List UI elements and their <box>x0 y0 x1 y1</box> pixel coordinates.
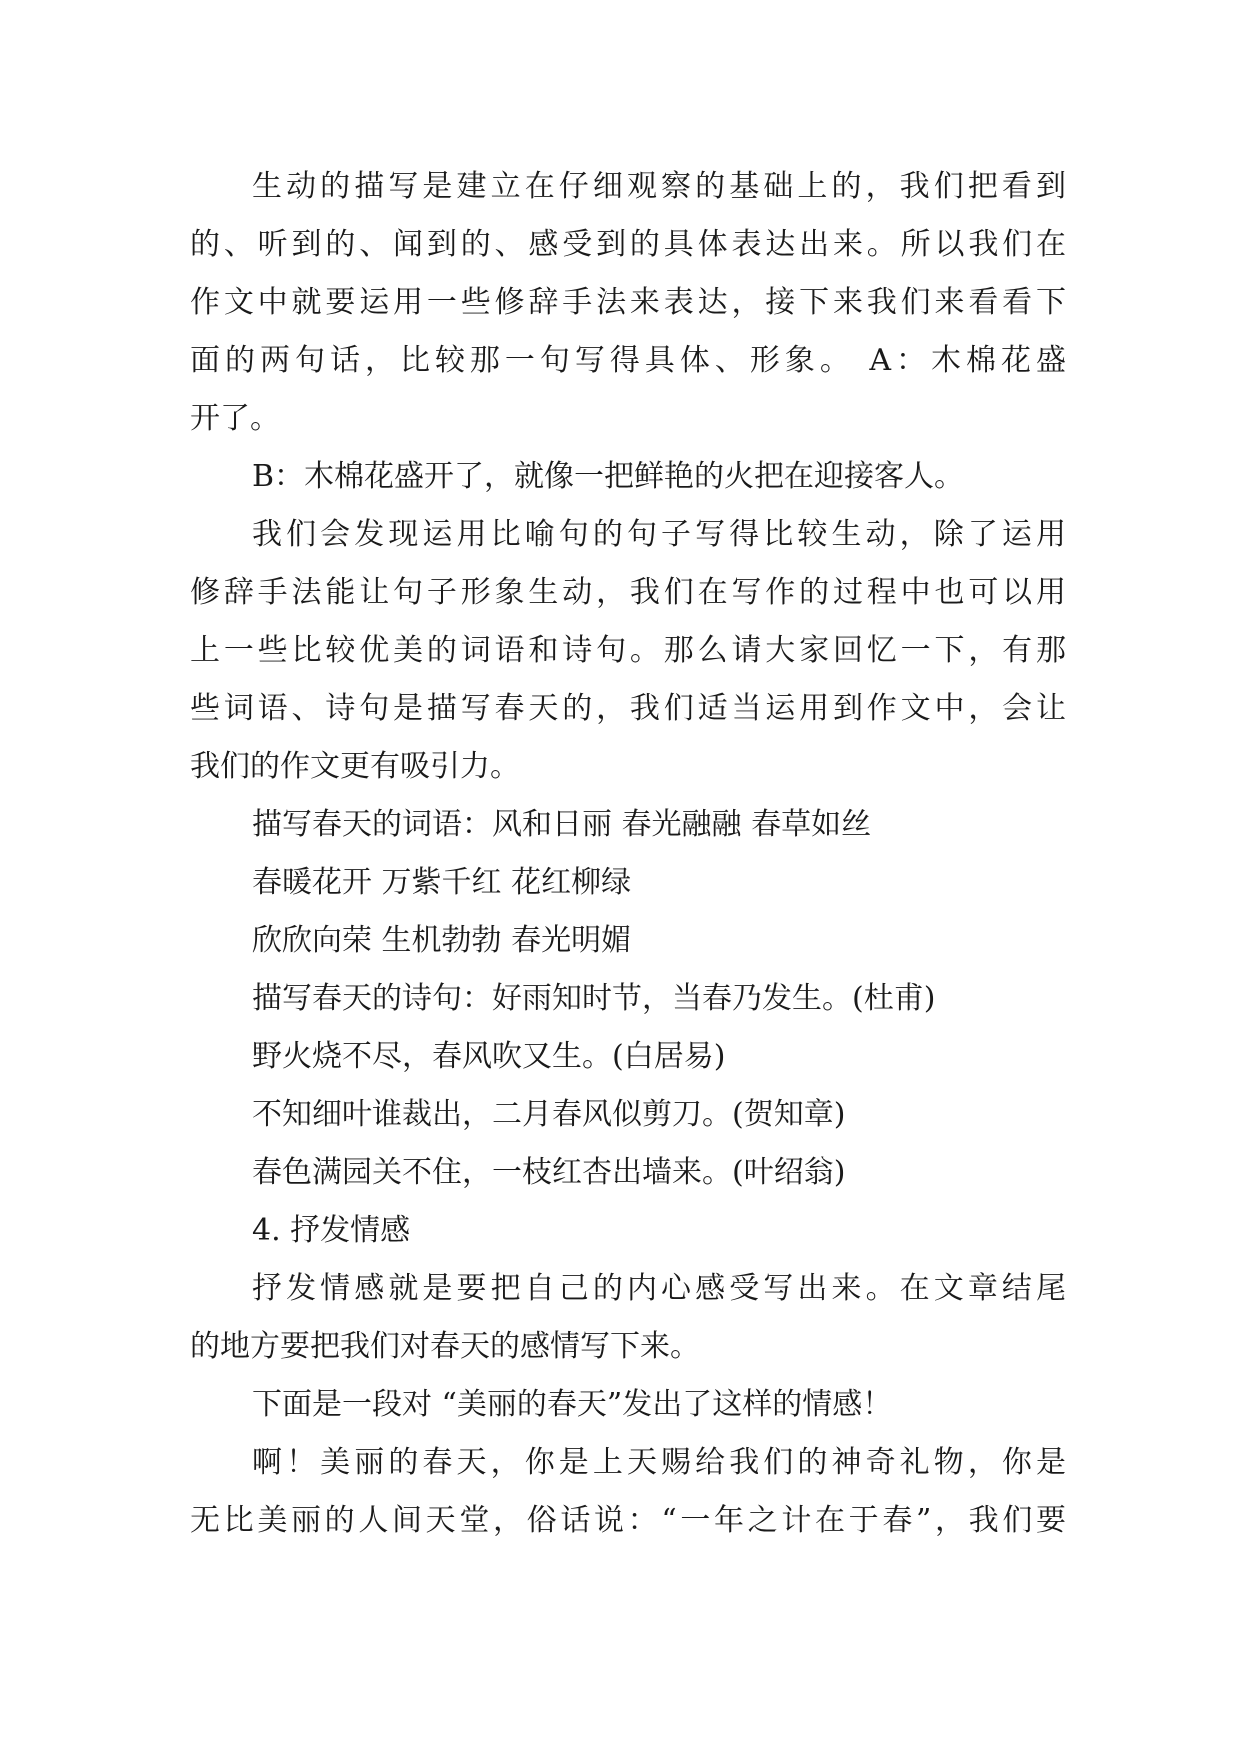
text-line: 的地方要把我们对春天的感情写下来。 <box>190 1329 700 1364</box>
text-line: 修辞手法能让句子形象生动，我们在写作的过程中也可以用 <box>190 575 1066 610</box>
text-line: 抒发情感就是要把自己的内心感受写出来。在文章结尾 <box>252 1271 1066 1306</box>
text-line: B：木棉花盛开了，就像一把鲜艳的火把在迎接客人。 <box>252 459 965 494</box>
text-line: 下面是一段对 “美丽的春天”发出了这样的情感！ <box>252 1387 893 1422</box>
body-text <box>190 158 1066 1550</box>
text-line: 无比美丽的人间天堂，俗话说：“一年之计在于春”，我们要 <box>190 1503 1066 1538</box>
section-heading: 4. 抒发情感 <box>252 1213 411 1248</box>
text-line: 作文中就要运用一些修辞手法来表达，接下来我们来看看下 <box>190 285 1066 320</box>
text-line: 开了。 <box>190 401 280 436</box>
text-line: 描写春天的诗句：好雨知时节，当春乃发生。(杜甫) <box>252 981 936 1016</box>
text-line: 春色满园关不住，一枝红杏出墙来。(叶绍翁) <box>252 1155 846 1190</box>
text-line: 描写春天的词语：风和日丽 春光融融 春草如丝 <box>252 807 872 842</box>
text-line: 欣欣向荣 生机勃勃 春光明媚 <box>252 923 632 958</box>
text-line: 啊！美丽的春天，你是上天赐给我们的神奇礼物，你是 <box>252 1445 1066 1480</box>
text-line: 我们的作文更有吸引力。 <box>190 749 520 784</box>
text-line: 我们会发现运用比喻句的句子写得比较生动，除了运用 <box>252 517 1066 552</box>
text-line: 春暖花开 万紫千红 花红柳绿 <box>252 865 632 900</box>
text-line: 不知细叶谁裁出，二月春风似剪刀。(贺知章) <box>252 1097 846 1132</box>
text-line: 生动的描写是建立在仔细观察的基础上的，我们把看到 <box>252 169 1066 204</box>
text-line: 野火烧不尽，春风吹又生。(白居易) <box>252 1039 726 1074</box>
text-line: 的、听到的、闻到的、感受到的具体表达出来。所以我们在 <box>190 227 1066 262</box>
text-line: 些词语、诗句是描写春天的，我们适当运用到作文中，会让 <box>190 691 1066 726</box>
text-line: 上一些比较优美的词语和诗句。那么请大家回忆一下，有那 <box>190 633 1066 668</box>
text-line: 面的两句话，比较那一句写得具体、形象。 A：木棉花盛 <box>190 343 1066 378</box>
